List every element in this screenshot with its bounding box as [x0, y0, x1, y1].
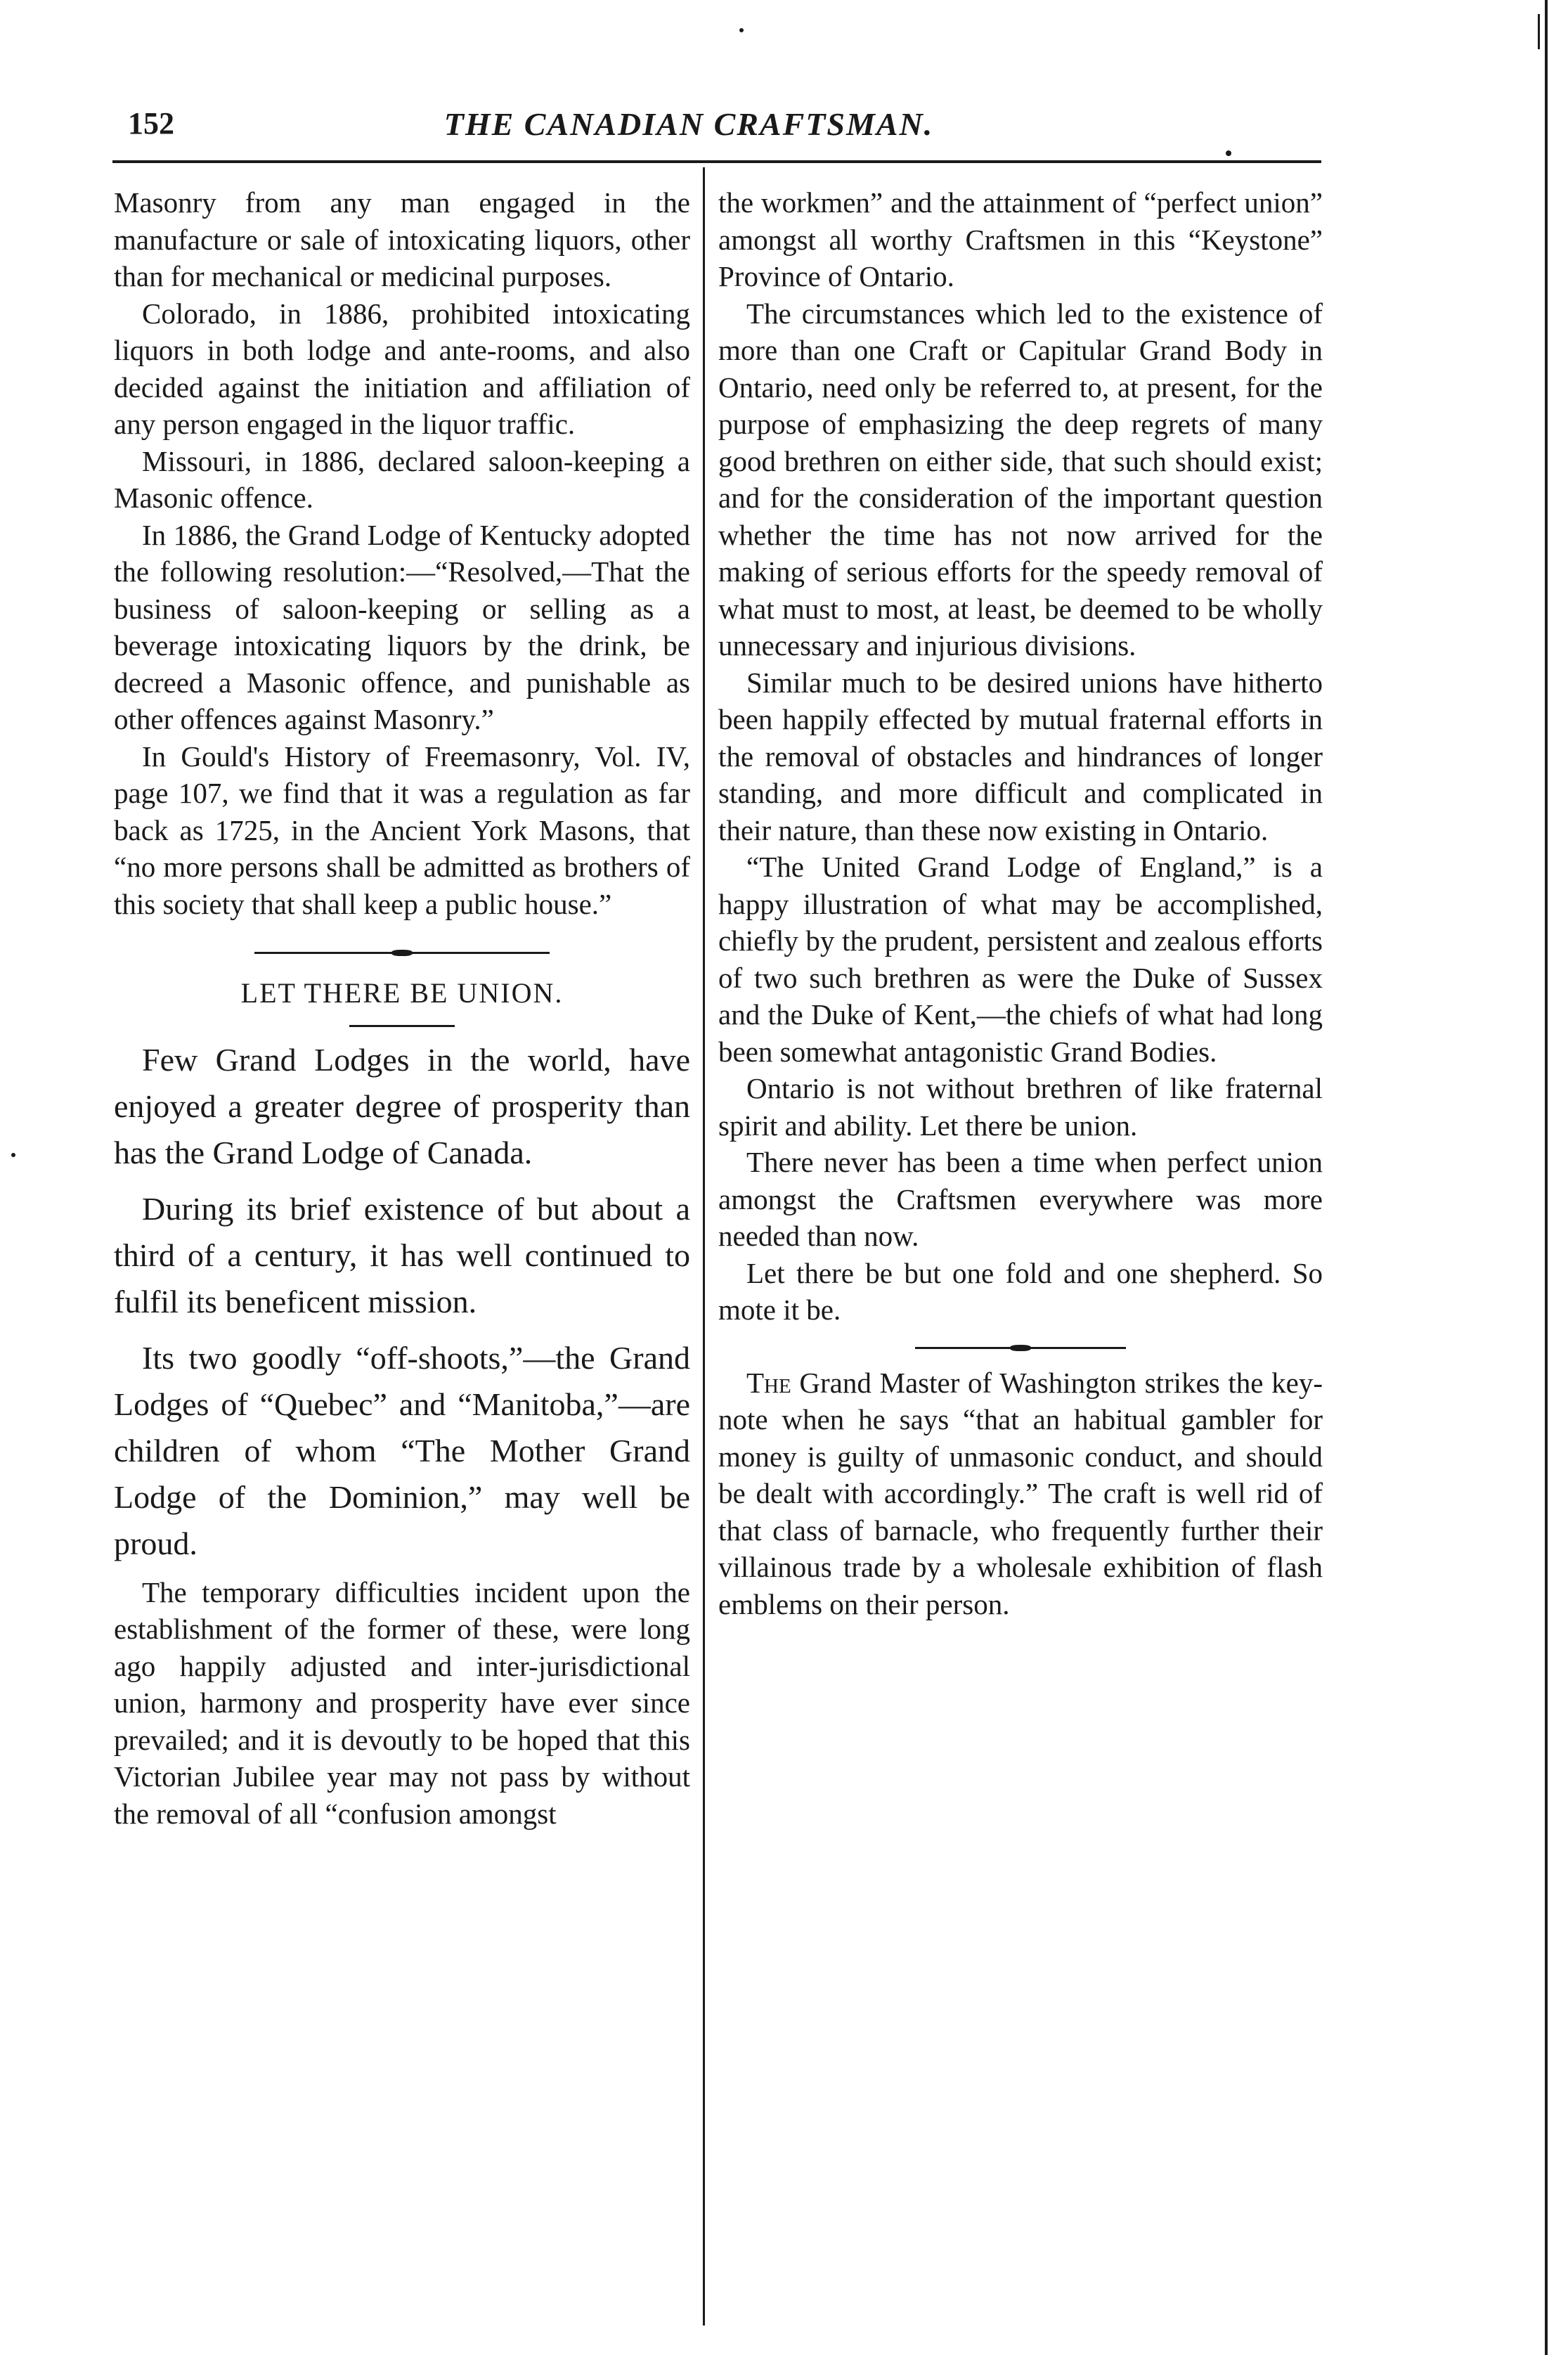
- right-paragraph: Similar much to be desired unions have hitherto been happily effected by mutual fraternal efforts in the removal of obstacles and hindrances of longer standing, and more difficult and complicated in their nature, than these now existing in Ontario.: [718, 666, 1323, 846]
- column-divider: [703, 167, 705, 2325]
- right-paragraph: There never has been a time when perfect union amongst the Craftsmen everywhere was more needed than now.: [718, 1146, 1323, 1252]
- section-paragraph: Its two goodly “off-shoots,”—the Grand Lodges of “Quebec” and “Manitoba,”—are children of whom “The Mother Grand Lodge of the Dominion,” may well be proud.: [114, 1339, 690, 1561]
- page-edge-bar-short: [1538, 14, 1540, 49]
- right-paragraph: “The United Grand Lodge of England,” is a happy illustration of what may be accomplished, chiefly by the prudent, persistent and zealous efforts of two such brethren as were the Duke of Sussex and the Duke of Kent,—the chiefs of what had long been somewhat antagonistic Grand Bodies.: [718, 851, 1323, 1068]
- stray-mark: [11, 1153, 15, 1157]
- section-heading: LET THERE BE UNION.: [240, 977, 564, 1009]
- left-paragraph: Masonry from any man engaged in the manufacture or sale of intoxicating liquors, other than for mechanical or medicinal purposes.: [114, 186, 690, 292]
- stray-mark: [739, 28, 744, 32]
- left-paragraph: In 1886, the Grand Lodge of Kentucky adopted the following resolution:—“Resolved,—That the business of saloon-keeping or selling as a beverage intoxicating liquors by the drink, be decreed a Masonic offence, and punishable as other offences against Masonry.”: [114, 518, 690, 735]
- section-paragraph: During its brief existence of but about a third of a century, it has well continued to fulfil its beneficent mission.: [114, 1190, 690, 1320]
- item-divider-rule: [915, 1347, 1126, 1349]
- left-paragraph: Missouri, in 1886, declared saloon-keeping a Masonic offence.: [114, 444, 690, 514]
- right-paragraph: Ontario is not without brethren of like fraternal spirit and ability. Let there be union.: [718, 1072, 1323, 1142]
- closing-paragraph: [718, 1364, 1323, 1623]
- section-paragraph: Few Grand Lodges in the world, have enjoyed a greater degree of prosperity than has the Grand Lodge of Canada.: [114, 1041, 690, 1170]
- page-number: 152: [128, 106, 174, 141]
- header-rule: [112, 160, 1321, 163]
- header-dot: [1226, 150, 1231, 156]
- left-paragraph: In Gould's History of Freemasonry, Vol. IV, page 107, we find that it was a regulation as far back as 1725, in the Ancient York Masons, that “no more persons shall be admitted as brothers of this society that shall keep a public house.”: [114, 740, 690, 920]
- page-edge-bar: [1545, 0, 1548, 2355]
- right-paragraph: The circumstances which led to the existence of more than one Craft or Capitular Grand Body in Ontario, need only be referred to, at present, for the purpose of emphasizing the deep regrets of many good brethren on either side, that such should exist; and for the consideration of the important question whether the time has not now arrived for the making of serious efforts for the speedy removal of what must to most, at least, be deemed to be wholly unnecessary and injurious divisions.: [718, 297, 1323, 662]
- running-title: THE CANADIAN CRAFTSMAN.: [443, 106, 934, 142]
- left-paragraph: Colorado, in 1886, prohibited intoxicating liquors in both lodge and ante-rooms, and also decided against the initiation and affiliation of any person engaged in the liquor traffic.: [114, 297, 690, 440]
- heading-underrule: [349, 1025, 455, 1027]
- right-column: [718, 184, 1323, 1622]
- right-paragraph: the workmen” and the attainment of “perfect union” amongst all worthy Craftsmen in this “Keystone” Province of Ontario.: [718, 186, 1323, 292]
- closing-paragraph-text: Grand Master of Washington strikes the key-note when he says “that an habitual gambler for money is guilty of unmasonic conduct, and should be dealt with accordingly.” The craft is well rid of that class of barnacle, who frequently further their villainous trade by a wholesale exhibition of flash emblems on their person.: [718, 1366, 1323, 1620]
- right-paragraph: Let there be but one fold and one shepherd. So mote it be.: [718, 1256, 1323, 1326]
- left-column: [114, 184, 690, 1832]
- closing-paragraph-lead: The: [746, 1366, 791, 1399]
- section-paragraph: The temporary difficulties incident upon the establishment of the former of these, were long ago happily adjusted and inter-jurisdictional union, harmony and prosperity have ever since prevailed; and it is devoutly to be hoped that this Victorian Jubilee year may not pass by without the removal of all “confusion amongst: [114, 1575, 690, 1830]
- section-divider-rule: [254, 952, 550, 954]
